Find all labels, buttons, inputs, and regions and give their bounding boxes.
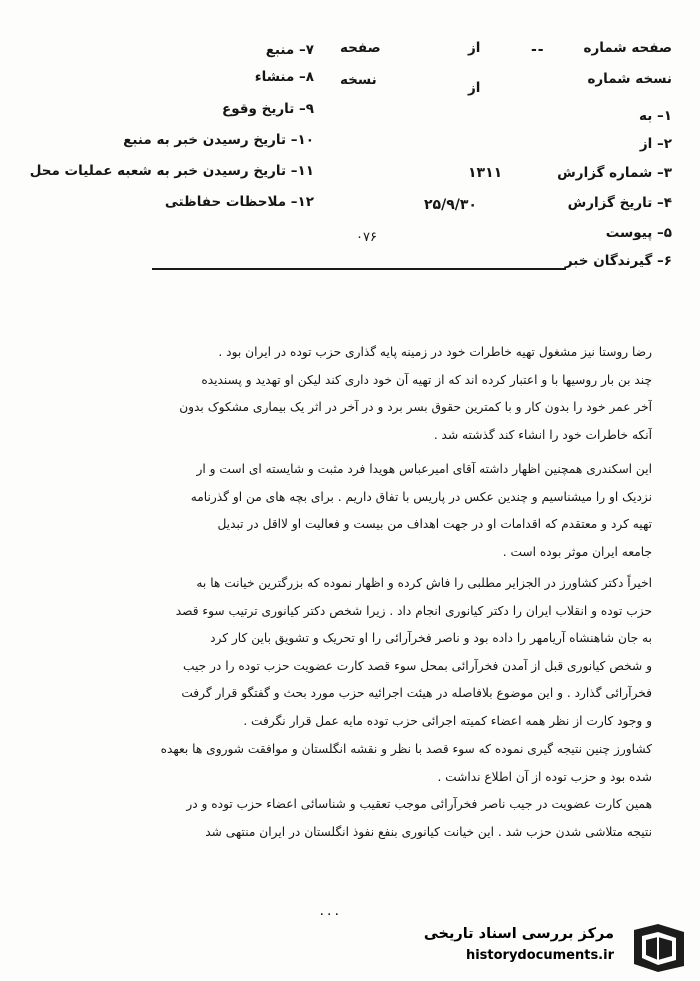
header-field: ۱۰– تاریخ رسیدن خبر به منبع bbox=[123, 132, 314, 148]
body-line: تهیه کرد و معتقدم که اقدامات او در جهت اهداف من بیست و فعالیت او لااقل در تبدیل bbox=[217, 517, 652, 532]
header-field: ۵– پیوست bbox=[605, 225, 672, 241]
archive-watermark bbox=[420, 918, 692, 976]
header-middle-label: نسخه bbox=[340, 72, 377, 88]
body-line: کشاورز چنین نتیجه گیری نموده که سوء قصد با نظر و نقشه انگلستان و موافقت شوروی ها بعهده bbox=[160, 742, 652, 756]
header-middle-label: صفحه bbox=[340, 40, 381, 56]
header-field: ۱– به bbox=[639, 108, 672, 124]
header-field: ۷– منبع bbox=[265, 42, 314, 58]
body-line: حزب توده و انقلاب ایران را دکتر کیانوری انجام داد . زیرا شخص دکتر کیانوری ترتیب سوء قصد bbox=[175, 603, 652, 618]
header-separator bbox=[152, 268, 566, 270]
header-field: ۳– شماره گزارش bbox=[557, 165, 672, 181]
body-line: اخیراً دکتر کشاورز در الجزایر مطلبی را فاش کرده و اظهار نموده که بزرگترین خیانت ها به bbox=[196, 576, 652, 590]
footer-mark: ۰۰۰ bbox=[318, 906, 341, 922]
body-paragraph-1 bbox=[34, 339, 652, 449]
body-line: رضا روستا نیز مشغول تهیه خاطرات خود در زمینه پایه گذاری حزب توده در ایران بود . bbox=[218, 345, 652, 359]
header-field: نسخه شماره bbox=[587, 71, 672, 87]
body-line: آخر عمر خود را بدون کار و با کمترین حقوق بسر برد و در آخر در اثر یک بیماری مشکوک بدون bbox=[179, 400, 652, 415]
header-field: ۴– تاریخ گزارش bbox=[567, 195, 672, 211]
body-line: آنکه خاطرات خود را انشاء کند گذشته شد . bbox=[433, 427, 652, 442]
page-number-value: -- bbox=[531, 42, 545, 58]
watermark-url: historydocuments.ir bbox=[465, 948, 614, 963]
header-field: ۸– منشاء bbox=[254, 69, 314, 85]
report-date-value: ۲۵/۹/۳۰ bbox=[424, 197, 477, 213]
body-line: شده بود و حزب توده از آن اطلاع نداشت . bbox=[437, 769, 652, 784]
body-line: فخرآرائی گذارد . و این موضوع بلافاصله در هیئت اجرائیه حزب مورد بحث و گفتگو قرار گرفت bbox=[181, 686, 652, 701]
archive-logo-icon bbox=[628, 922, 690, 974]
body-line: به جان شاهنشاه آریامهر را داده بود و ناصر فخرآرائی را او تحریک و تشویق باین کار کرد bbox=[210, 631, 652, 646]
header-field: ۱۲– ملاحظات حفاظتی bbox=[164, 194, 314, 210]
header-middle-label: از bbox=[468, 80, 481, 96]
body-line: جامعه ایران موثر بوده است . bbox=[502, 544, 652, 559]
header-field: ۲– از bbox=[639, 136, 672, 152]
body-line: این اسکندری همچنین اظهار داشته آقای امیرعباس هویدا فرد مثبت و شایسته ای است و ار bbox=[196, 462, 652, 476]
header-middle-column bbox=[340, 40, 500, 110]
header-field: ۱۱– تاریخ رسیدن خبر به شعبه عملیات محل bbox=[29, 163, 314, 179]
watermark-title: مرکز بررسی اسناد تاریخی bbox=[423, 926, 614, 942]
body-paragraph-4 bbox=[34, 736, 652, 791]
header-middle-label: از bbox=[468, 40, 481, 56]
body-line: همین کارت عضویت در جیب ناصر فخرآرائی موجب تعقیب و شناسائی اعضاء حزب توده و در bbox=[186, 797, 652, 811]
header-field: صفحه شماره bbox=[583, 40, 672, 56]
body-line: نزدیک او را میشناسیم و چندین عکس در پاریس با تفاق داریم . برای بچه های من او گذرنامه bbox=[190, 489, 652, 504]
body-paragraph-3 bbox=[34, 570, 652, 736]
body-paragraph-5 bbox=[34, 791, 652, 846]
report-number-value: ۱۳۱۱ bbox=[468, 165, 503, 181]
body-line: نتیجه متلاشی شدن حزب شد . این خیانت کیانوری بنفع نفوذ انگلستان در ایران منتهی شد bbox=[205, 824, 652, 839]
header-field: ۶– گیرندگان خبر bbox=[564, 253, 672, 269]
header-mark: ۰۷۶ bbox=[356, 230, 377, 245]
body-line: و شخص کیانوری قبل از آمدن فخرآرائی بمحل سوء قصد کارت عضویت حزب توده را در جیب bbox=[182, 658, 652, 673]
body-paragraph-2 bbox=[34, 456, 652, 566]
body-line: چند بن بار روسیها با و اعتبار کرده اند که از تهیه آن خود داری کند لیکن او تهدید و پسندیده bbox=[201, 372, 652, 387]
header-field: ۹– تاریخ وقوع bbox=[221, 101, 314, 117]
body-line: و وجود کارت از نظر همه اعضاء کمیته اجرائی حزب توده مایه عمل قرار نگرفت . bbox=[243, 713, 652, 728]
